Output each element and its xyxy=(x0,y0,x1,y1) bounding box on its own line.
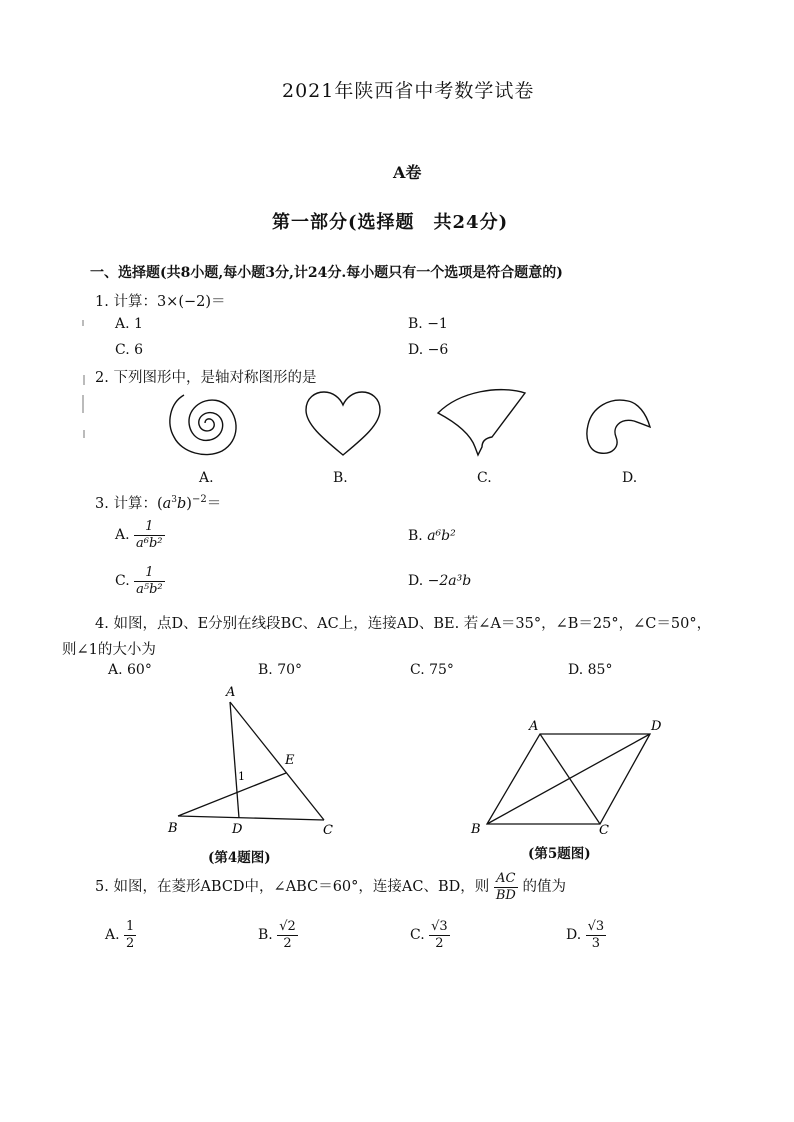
q4-option-b: B. 70° xyxy=(258,662,303,678)
q5-option-c xyxy=(410,920,450,950)
q3-stem xyxy=(95,492,221,513)
q3-c-num: 1 xyxy=(134,566,165,582)
q3-stem-eq: ＝ xyxy=(206,496,222,512)
fig4-label-c: C xyxy=(323,823,333,838)
q4-figure-caption: (第4题图) xyxy=(208,850,271,866)
q5-option-a xyxy=(105,920,136,950)
q3-stem-exp3: 3 xyxy=(171,495,177,506)
q5-stem xyxy=(95,872,566,902)
fig4-angle-label: 1 xyxy=(238,770,245,783)
q3-a-num: 1 xyxy=(134,520,165,536)
q3-b-val: a⁶b² xyxy=(427,528,456,544)
q1-stem: 1. 计算：3×(−2)＝ xyxy=(95,294,226,310)
scan-speck xyxy=(82,395,84,413)
heart-figure xyxy=(306,392,380,455)
q3-c-den: a⁵b² xyxy=(136,581,163,597)
q5-b-num: √2 xyxy=(279,919,296,934)
q5-b-label: B. xyxy=(258,927,273,944)
q3-option-a xyxy=(115,520,165,550)
q3-option-b xyxy=(408,528,456,544)
fig5-label-a: A xyxy=(529,719,539,734)
q1-option-d: D. −6 xyxy=(408,342,449,358)
scan-speck xyxy=(82,320,84,326)
q4-option-c: C. 75° xyxy=(410,662,454,678)
q3-d-label: D. xyxy=(408,573,424,589)
q5-b-den: 2 xyxy=(283,935,292,951)
q2-label-a: A. xyxy=(199,470,214,486)
q2-label-c: C. xyxy=(477,470,492,486)
q5-option-b xyxy=(258,920,298,950)
q5-stem-prefix: 5. 如图，在菱形ABCD中，∠ABC＝60°，连接AC、BD，则 xyxy=(95,879,490,896)
q4-stem-line1: 4. 如图，点D、E分别在线段BC、AC上，连接AD、BE. 若∠A＝35°，∠B＝25°，∠C＝50°， xyxy=(95,616,712,632)
section-heading: 一、选择题(共8小题,每小题3分,计24分.每小题只有一个选项是符合题意的) xyxy=(90,265,563,281)
q2-label-d: D. xyxy=(622,470,638,486)
q4-option-a: A. 60° xyxy=(108,662,152,678)
q4-option-d: D. 85° xyxy=(568,662,613,678)
q5-figure-caption: (第5题图) xyxy=(528,846,591,862)
q3-stem-b: b xyxy=(177,496,187,512)
q3-b-label: B. xyxy=(408,528,423,544)
q5-d-label: D. xyxy=(566,927,582,944)
q3-a-den: a⁶b² xyxy=(136,535,163,551)
fig5-label-b: B xyxy=(471,822,481,837)
fig4-label-e: E xyxy=(285,753,295,768)
q5-a-label: A. xyxy=(105,927,120,944)
q5-figure xyxy=(465,712,685,842)
scan-speck xyxy=(83,430,85,438)
volume-label: A卷 xyxy=(393,163,422,182)
part-heading: 第一部分(选择题 共24分) xyxy=(272,212,509,233)
q5-option-d xyxy=(566,920,606,950)
fig5-label-d: D xyxy=(651,719,662,734)
q5-c-den: 2 xyxy=(435,935,444,951)
q3-stem-prefix: 3. 计算：( xyxy=(95,496,163,512)
q2-figures xyxy=(160,385,660,465)
q3-option-c xyxy=(115,566,165,596)
q1-option-b: B. −1 xyxy=(408,316,448,332)
q4-figure xyxy=(160,680,360,840)
fig4-label-a: A xyxy=(226,685,236,700)
q5-d-num: √3 xyxy=(587,919,605,934)
q5-frac-num: AC xyxy=(494,872,518,888)
q3-d-val: −2a³b xyxy=(427,573,472,589)
q5-a-num: 1 xyxy=(126,919,135,934)
q3-c-label: C. xyxy=(115,573,130,590)
q5-c-num: √3 xyxy=(431,919,448,934)
q3-a-label: A. xyxy=(115,527,130,544)
q3-option-d xyxy=(408,573,471,589)
fig4-label-d: D xyxy=(232,822,243,837)
page-title: 2021年陕西省中考数学试卷 xyxy=(282,80,535,102)
spiral-figure xyxy=(170,395,236,455)
q3-stem-close: ) xyxy=(186,496,192,512)
q3-stem-exp: −2 xyxy=(191,494,207,506)
fig4-label-b: B xyxy=(168,821,178,836)
scan-speck xyxy=(83,375,85,385)
q4-stem-line2: 则∠1的大小为 xyxy=(62,642,156,658)
q1-option-a: A. 1 xyxy=(115,316,143,332)
swirl-figure xyxy=(587,400,650,453)
q2-stem: 2. 下列图形中，是轴对称图形的是 xyxy=(95,370,317,386)
q5-frac-den: BD xyxy=(495,887,516,903)
q2-label-b: B. xyxy=(333,470,348,486)
fan-figure xyxy=(438,390,525,455)
q1-option-c: C. 6 xyxy=(115,342,144,358)
q3-stem-a: a xyxy=(162,496,172,512)
fig5-label-c: C xyxy=(599,823,609,838)
q5-d-den: 3 xyxy=(591,935,601,951)
q5-c-label: C. xyxy=(410,927,425,944)
q5-stem-suffix: 的值为 xyxy=(522,879,566,896)
q5-a-den: 2 xyxy=(126,935,135,951)
